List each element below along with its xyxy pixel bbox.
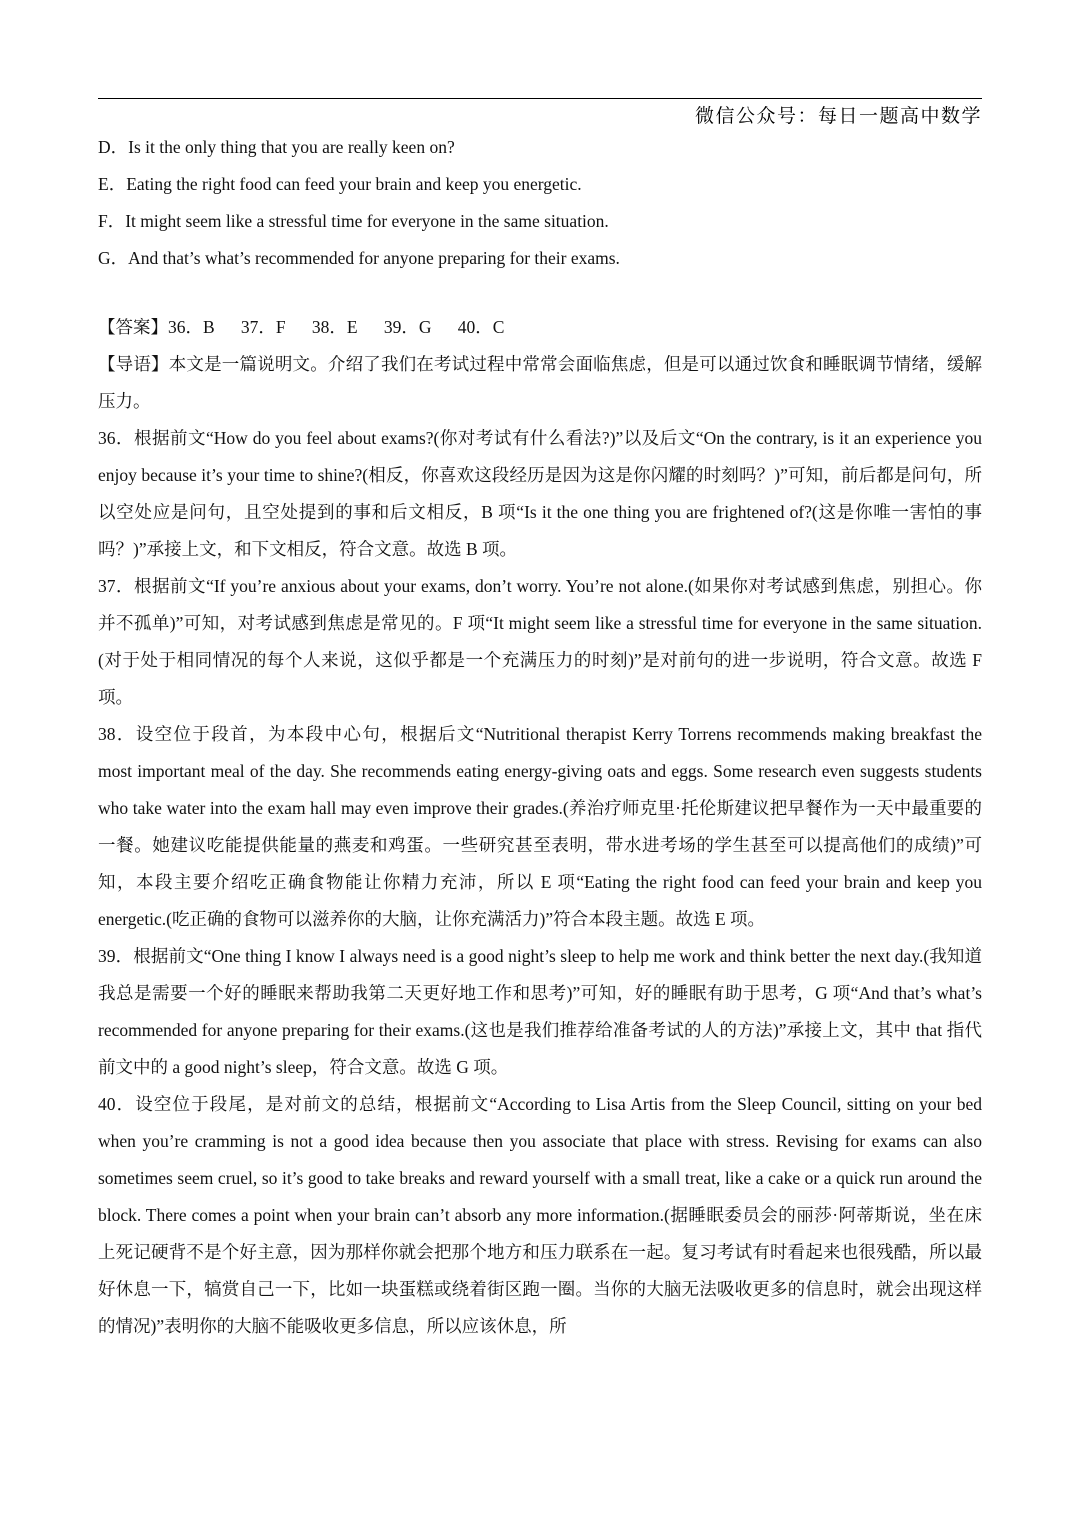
header-source: 微信公众号：每日一题高中数学 [694, 105, 982, 127]
explanation-40: 40．设空位于段尾，是对前文的总结，根据前文“According to Lisa Artis from the Sleep Council, sitting on your bed when you’re cramming is not a good idea because then you associate that place with stress. Revising for exams can also sometimes seem cruel, so it’s good to take breaks and reward yourself with a small treat, like a cake or a quick run around the block. There comes a point when your brain can’t absorb any more information.(据睡眠委员会的丽莎·阿蒂斯说，坐在床上死记硬背不是个好主意，因为那样你就会把那个地方和压力联系在一起。复习考试有时看起来也很残酷，所以最好休息一下，犒赏自己一下，比如一块蛋糕或绕着街区跑一圈。当你的大脑无法吸收更多的信息时，就会出现这样的情况)”表明你的大脑不能吸收更多信息，所以应该休息，所 [98, 1094, 982, 1336]
guide-paragraph: 【导语】本文是一篇说明文。介绍了我们在考试过程中常常会面临焦虑，但是可以通过饮食和睡眠调节情绪，缓解压力。 [98, 354, 982, 411]
answer-line: 【答案】36．B 37．F 38．E 39．G 40．C [98, 317, 505, 337]
option-f: F．It might seem like a stressful time for everyone in the same situation. [98, 211, 609, 231]
document-body [98, 129, 982, 1345]
explanation-39: 39．根据前文“One thing I know I always need is a good night’s sleep to help me work and think better the next day.(我知道我总是需要一个好的睡眠来帮助我第二天更好地工作和思考)”可知，好的睡眠有助于思考，G 项“And that’s what’s recommended for anyone preparing for their exams.(这也是我们推荐给准备考试的人的方法)”承接上文，其中 that 指代前文中的 a good night’s sleep，符合文意。故选 G 项。 [98, 946, 982, 1077]
section-spacer [98, 277, 982, 309]
header-rule [98, 98, 982, 99]
option-e: E．Eating the right food can feed your brain and keep you energetic. [98, 174, 582, 194]
explanation-38: 38．设空位于段首，为本段中心句，根据后文“Nutritional therapist Kerry Torrens recommends making breakfast the most important meal of the day. She recommends eating energy-giving oats and eggs. Some research even suggests students who take water into the exam hall may even improve their grades.(养治疗师克里·托伦斯建议把早餐作为一天中最重要的一餐。她建议吃能提供能量的燕麦和鸡蛋。一些研究甚至表明，带水进考场的学生甚至可以提高他们的成绩)”可知，本段主要介绍吃正确食物能让你精力充沛，所以 E 项“Eating the right food can feed your brain and keep you energetic.(吃正确的食物可以滋养你的大脑，让你充满活力)”符合本段主题。故选 E 项。 [98, 724, 982, 929]
option-g: G．And that’s what’s recommended for anyone preparing for their exams. [98, 248, 620, 268]
explanation-36: 36．根据前文“How do you feel about exams?(你对考试有什么看法?)”以及后文“On the contrary, is it an experience you enjoy because it’s your time to shine?(相反，你喜欢这段经历是因为这是你闪耀的时刻吗？)”可知，前后都是问句，所以空处应是问句，且空处提到的事和后文相反，B 项“Is it the one thing you are frightened of?(这是你唯一害怕的事吗？)”承接上文，和下文相反，符合文意。故选 B 项。 [98, 428, 982, 559]
explanation-37: 37．根据前文“If you’re anxious about your exams, don’t worry. You’re not alone.(如果你对考试感到焦虑，别担心。你并不孤单)”可知，对考试感到焦虑是常见的。F 项“It might seem like a stressful time for everyone in the same situation.(对于处于相同情况的每个人来说，这似乎都是一个充满压力的时刻)”是对前句的进一步说明，符合文意。故选 F 项。 [98, 576, 982, 707]
option-d: D．Is it the only thing that you are really keen on? [98, 137, 455, 157]
